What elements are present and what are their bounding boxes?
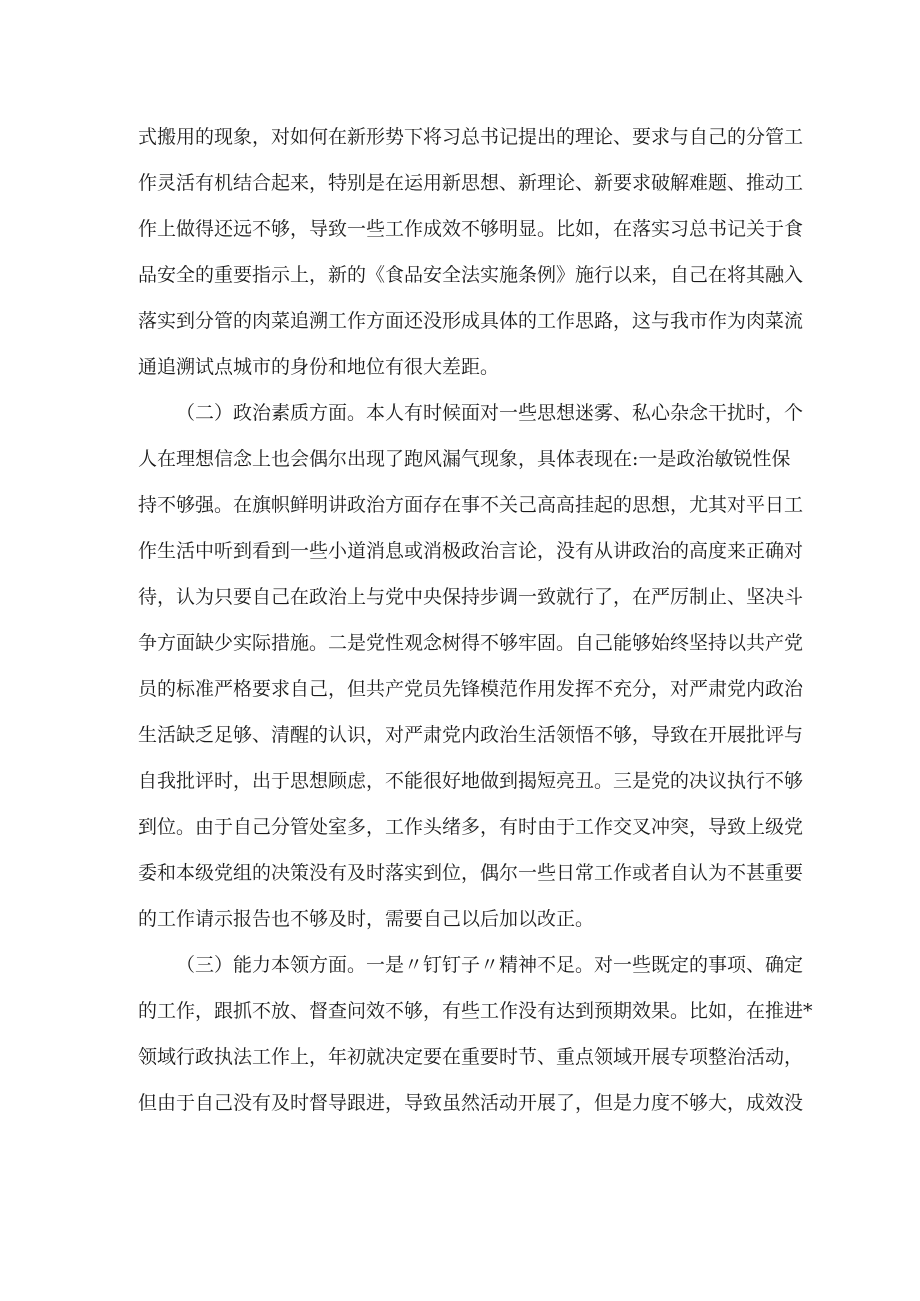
text-line: 领域行政执法工作上，年初就决定要在重要时节、重点领域开展专项整治活动，	[138, 1046, 804, 1068]
text-line: 待，认为只要自己在政治上与党中央保持步调一致就行了，在严厉制止、坚决斗	[138, 586, 804, 608]
text-line: 但由于自己没有及时督导跟进，导致虽然活动开展了，但是力度不够大，成效没	[138, 1092, 804, 1114]
text-line: 落实到分管的肉菜追溯工作方面还没形成具体的工作思路，这与我市作为肉菜流	[138, 310, 804, 332]
text-line: 作灵活有机结合起来，特别是在运用新思想、新理论、新要求破解难题、推动工	[138, 172, 804, 194]
text-line: 人在理想信念上也会偶尔出现了跑风漏气现象，具体表现在:一是政治敏锐性保	[138, 448, 791, 470]
text-line: 作上做得还远不够，导致一些工作成效不够明显。比如，在落实习总书记关于食	[138, 218, 804, 240]
text-line: 作生活中听到看到一些小道消息或消极政治言论，没有从讲政治的高度来正确对	[138, 540, 804, 562]
paragraph-heading-line: （二）政治素质方面。本人有时候面对一些思想迷雾、私心杂念干扰时，个	[176, 402, 804, 424]
text-line: 品安全的重要指示上，新的《食品安全法实施条例》施行以来，自己在将其融入	[138, 264, 804, 286]
text-line: 到位。由于自己分管处室多，工作头绪多，有时由于工作交叉冲突，导致上级党	[138, 816, 804, 838]
text-line: 通追溯试点城市的身份和地位有很大差距。	[138, 356, 500, 378]
text-line: 生活缺乏足够、清醒的认识，对严肃党内政治生活领悟不够，导致在开展批评与	[138, 724, 804, 746]
text-line: 委和本级党组的决策没有及时落实到位，偶尔一些日常工作或者自认为不甚重要	[138, 862, 804, 884]
paragraph-heading-line: （三）能力本领方面。一是〃钉钉子〃精神不足。对一些既定的事项、确定	[176, 954, 804, 976]
text-line: 争方面缺少实际措施。二是党性观念树得不够牢固。自己能够始终坚持以共产党	[138, 632, 804, 654]
text-line: 的工作，跟抓不放、督查问效不够，有些工作没有达到预期效果。比如，在推进*	[138, 1000, 813, 1022]
text-line: 自我批评时，出于思想顾虑，不能很好地做到揭短亮丑。三是党的决议执行不够	[138, 770, 804, 792]
text-line: 的工作请示报告也不够及时，需要自己以后加以改正。	[138, 908, 595, 930]
text-line: 员的标准严格要求自己，但共产党员先锋模范作用发挥不充分，对严肃党内政治	[138, 678, 804, 700]
text-line: 持不够强。在旗帜鲜明讲政治方面存在事不关己高高挂起的思想，尤其对平日工	[138, 494, 804, 516]
text-line: 式搬用的现象，对如何在新形势下将习总书记提出的理论、要求与自己的分管工	[138, 126, 804, 148]
